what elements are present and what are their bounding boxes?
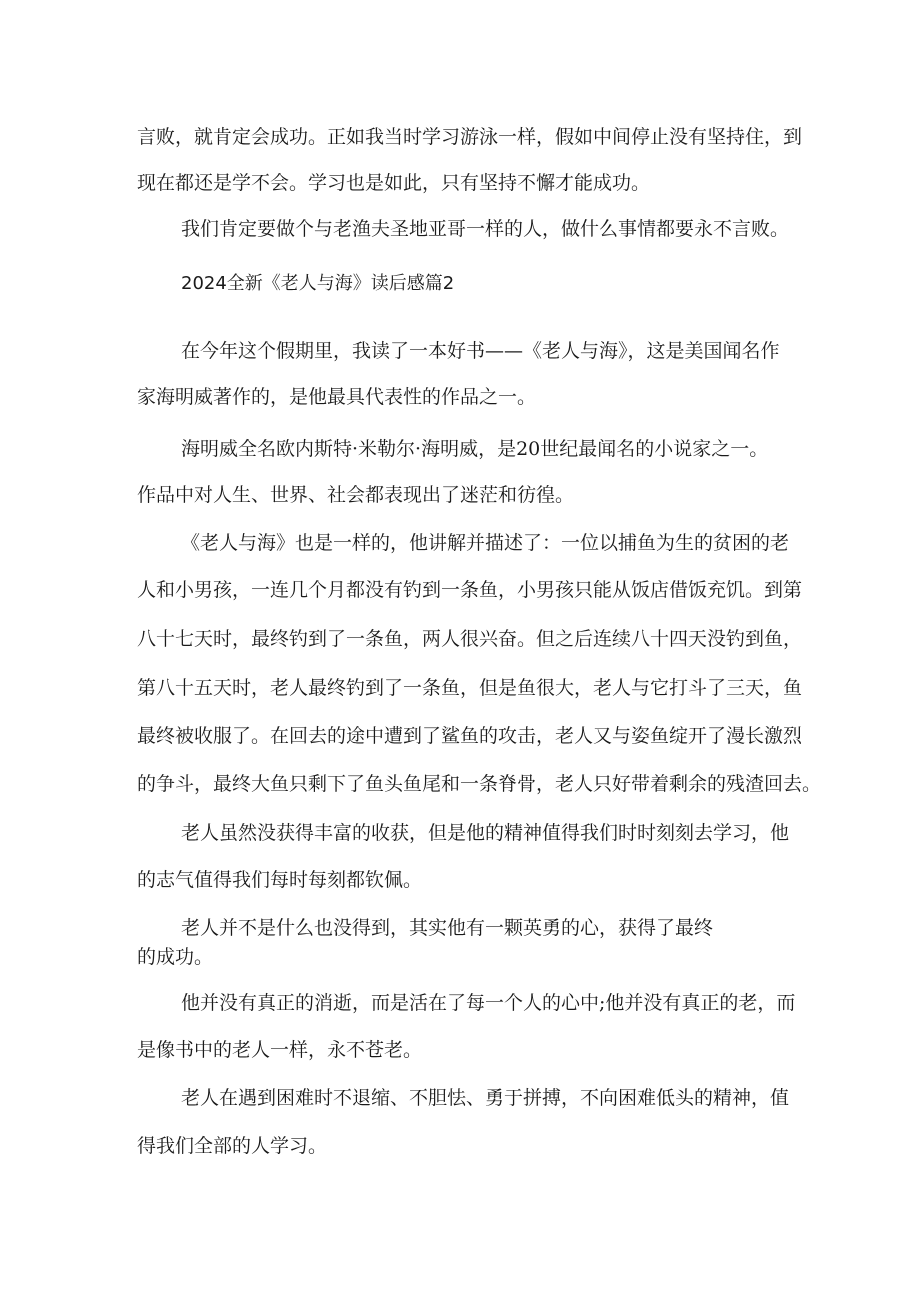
paragraph-line: 老人在遇到困难时不退缩、不胆怯、勇于拼搏，不向困难低头的精神，值 (181, 1087, 790, 1109)
paragraph-line: 海明威全名欧内斯特·米勒尔·海明威，是20世纪最闻名的小说家之一。 (181, 438, 769, 460)
paragraph-line: 老人虽然没获得丰富的收获，但是他的精神值得我们时时刻刻去学习，他 (181, 822, 790, 844)
section-heading: 2024全新《老人与海》读后感篇2 (181, 273, 455, 294)
paragraph-line: 我们肯定要做个与老渔夫圣地亚哥一样的人，做什么事情都要永不言败。 (181, 218, 790, 240)
paragraph-line: 第八十五天时，老人最终钓到了一条鱼，但是鱼很大，老人与它打斗了三天，鱼 (137, 677, 803, 699)
paragraph-line: 的争斗，最终大鱼只剩下了鱼头鱼尾和一条脊骨，老人只好带着剩余的残渣回去。 (137, 773, 822, 795)
paragraph-line: 的志气值得我们每时每刻都钦佩。 (137, 869, 423, 891)
paragraph-line: 人和小男孩，一连几个月都没有钓到一条鱼，小男孩只能从饭店借饭充饥。到第 (137, 579, 803, 601)
paragraph-line: 最终被收服了。在回去的途中遭到了鲨鱼的攻击，老人又与姿鱼绽开了漫长激烈 (137, 725, 803, 747)
paragraph-line: 言败，就肯定会成功。正如我当时学习游泳一样，假如中间停止没有坚持住，到 (137, 126, 803, 148)
paragraph-line: 家海明威著作的，是他最具代表性的作品之一。 (137, 386, 537, 408)
paragraph-line: 得我们全部的人学习。 (137, 1135, 328, 1157)
paragraph-line: 的成功。 (137, 946, 214, 968)
paragraph-line: 作品中对人生、世界、社会都表现出了迷茫和彷徨。 (137, 484, 575, 506)
paragraph-line: 在今年这个假期里，我读了一本好书——《老人与海》，这是美国闻名作 (181, 340, 780, 362)
paragraph-line: 现在都还是学不会。学习也是如此，只有坚持不懈才能成功。 (137, 172, 651, 194)
paragraph-line: 《老人与海》也是一样的，他讲解并描述了：一位以捕鱼为生的贫困的老 (181, 532, 790, 554)
paragraph-line: 是像书中的老人一样，永不苍老。 (137, 1039, 423, 1061)
paragraph-line: 老人并不是什么也没得到，其实他有一颗英勇的心，获得了最终 (181, 917, 714, 939)
paragraph-line: 他并没有真正的消逝，而是活在了每一个人的心中;他并没有真正的老，而 (181, 992, 796, 1014)
paragraph-line: 八十七天时，最终钓到了一条鱼，两人很兴奋。但之后连续八十四天没钓到鱼， (137, 628, 803, 650)
